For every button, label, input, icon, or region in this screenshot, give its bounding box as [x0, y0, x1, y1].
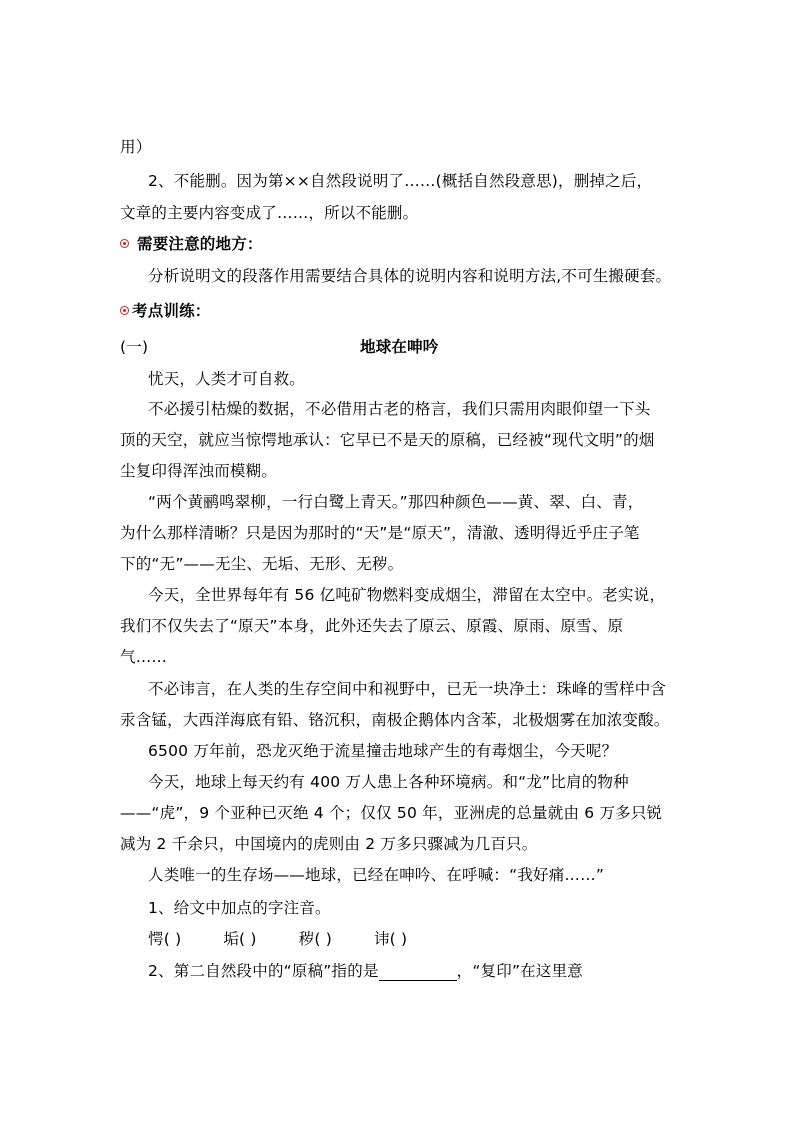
section-heading-notes: 需要注意的地方：	[120, 234, 263, 254]
pinyin-item: 秽( )	[298, 930, 332, 948]
section-heading-training: 考点训练：	[120, 301, 211, 321]
question-1: 1、给文中加点的字注音。	[148, 899, 331, 917]
text-line: 不必援引枯燥的数据，不必借用古老的格言，我们只需用肉眼仰望一下头	[148, 400, 651, 418]
text-line: 为什么那样清晰？只是因为那时的“天”是“原天”，清澈、透明得近乎庄子笔	[120, 524, 640, 542]
text-line: 气……	[120, 648, 168, 666]
text-line: 文章的主要内容变成了……，所以不能删。	[120, 204, 419, 222]
text-line: “两个黄鹂鸣翠柳，一行白鹭上青天。”那四种颜色——黄、翠、白、青，	[148, 493, 644, 511]
passage-number: (一)	[120, 338, 149, 356]
text-line: 用）	[120, 138, 152, 156]
text-line: 尘复印得浑浊而模糊。	[120, 462, 278, 480]
passage-title: 地球在呻吟	[360, 338, 439, 356]
text-line: 分析说明文的段落作用需要结合具体的说明内容和说明方法,不可生搬硬套。	[148, 267, 672, 285]
text-line: 汞含锰，大西洋海底有铅、铬沉积，南极企鹅体内含苯，北极烟雾在加浓变酸。	[120, 711, 670, 729]
text-line: 下的“无”——无尘、无垢、无形、无秽。	[120, 555, 404, 573]
text-line: 减为 2 千余只，中国境内的虎则由 2 万多只骤减为几百只。	[120, 835, 538, 853]
text-line: 今天，地球上每天约有 400 万人患上各种环境病。和“龙”比肩的物种	[148, 773, 629, 791]
text-line: 今天，全世界每年有 56 亿吨矿物燃料变成烟尘，滞留在太空中。老实说，	[148, 586, 666, 604]
answer-blank[interactable]	[379, 964, 457, 981]
pinyin-row	[148, 929, 407, 949]
text-line: 6500 万年前，恐龙灭绝于流星撞击地球产生的有毒烟尘，今天呢？	[148, 742, 618, 760]
text-line: ——“虎”，9 个亚种已灭绝 4 个；仅仅 50 年，亚洲虎的总量就由 6 万多只锐	[120, 804, 663, 822]
text-line: 不必讳言，在人类的生存空间中和视野中，已无一块净土：珠峰的雪样中含	[148, 680, 667, 698]
bullet-icon	[120, 239, 129, 248]
text-line: 我们不仅失去了“原天”本身，此外还失去了原云、原霞、原雨、原雪、原	[120, 617, 624, 635]
question-2: 2、第二自然段中的“原稿”指的是 ，“复印”在这里意	[148, 962, 583, 980]
pinyin-item: 垢( )	[223, 930, 257, 948]
text-line: 忧天，人类才可自救。	[148, 370, 306, 388]
text-line: 人类唯一的生存场——地球，已经在呻吟、在呼喊：“我好痛……”	[148, 866, 605, 884]
text-line: 顶的天空，就应当惊愕地承认：它早已不是天的原稿，已经被“现代文明”的烟	[120, 431, 655, 449]
pinyin-item: 愕( )	[148, 930, 182, 948]
bullet-icon	[120, 306, 129, 315]
text-line: 2、不能删。因为第××自然段说明了……(概括自然段意思)，删掉之后，	[148, 172, 653, 190]
pinyin-item: 讳( )	[373, 930, 408, 948]
